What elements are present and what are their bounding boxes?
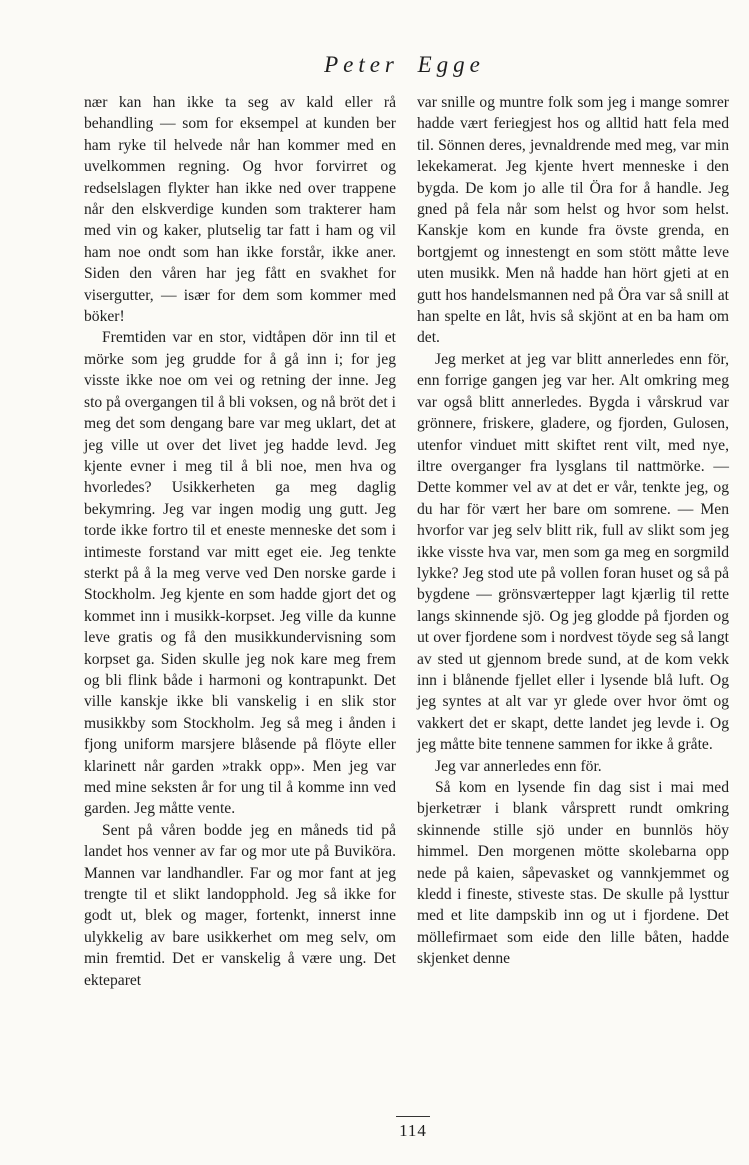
paragraph: Sent på våren bodde jeg en måneds tid på landet hos venner av far og mor ute på Buviköra. Mannen var landhandler. Far og mor fant at jeg trengte til et slikt landopphold. Jeg så ikke for godt ut, blek og mager, fortenkt, innerst inne ulykkelig av bare usikkerhet om meg selv, om min fremtid. Det er vanskelig å være ung. Det ekteparet bbox=[84, 821, 396, 989]
paragraph: Jeg var annerledes enn för. bbox=[435, 757, 602, 775]
running-header bbox=[0, 52, 749, 78]
left-column bbox=[84, 92, 396, 991]
paragraph: Fremtiden var en stor, vidtåpen dör inn til et mörke som jeg grudde for å gå inn i; for jeg visste ikke noe om vei og retning der inne. Jeg sto på overgangen til å bli voksen, og nå bröt det i meg det som dengang bare var meg uklart, det at jeg ville ut over det livet jeg hadde levd. Jeg kjente evner i meg til å bli noe, men hva og hvorledes? Usikkerheten ga meg daglig bekymring. Jeg var ingen modig ung gutt. Jeg torde ikke fortro til et eneste menneske det som i intimeste forstand var mitt eget eie. Jeg tenkte sterkt på å la meg verve ved Den norske garde i Stockholm. Jeg kjente en som hadde gjort det og kommet inn i musikk-korpset. Jeg ville da kunne leve gratis og få den musikkundervisning som korpset ga. Siden skulle jeg nok kare meg frem og bli flink både i harmoni og kontrapunkt. Det ville kanskje ikke bli vanskelig i en slik stor musikkby som Stockholm. Jeg så meg i ånden i fjong uniform marsjere blåsende på flöyte eller klarinett når garden »trakk opp». Men jeg var med mine seksten år for ung til å komme inn ved garden. Jeg måtte vente. bbox=[84, 329, 396, 818]
footer-rule bbox=[396, 1116, 430, 1117]
right-column bbox=[417, 92, 729, 970]
page-number: 114 bbox=[399, 1121, 427, 1140]
paragraph: nær kan han ikke ta seg av kald eller rå behandling — som for eksempel at kunden ber ham ryke til helvede når han kommer med en uvelkommen regning. Og hvor forvirret og redselslagen flykter han ikke ned over trappene når den elskverdige kunden som trakterer ham med vin og kaker, plutselig tar fatt i ham og vil ham noe ondt som han ikke forstår, ikke aner. Siden den våren har jeg fått en svakhet for visergutter, — især for dem som kommer med böker! bbox=[84, 94, 396, 326]
paragraph: Så kom en lysende fin dag sist i mai med bjerketrær i blank vårsprett rundt omkring skinnende stille sjö under en bunnlös höy himmel. Den morgenen mötte skolebarna opp nede på kaien, såpevasket og vannkjemmet og kledd i fineste, stiveste stas. De skulle på lysttur med et lite dampskib inn og ut i fjordene. Det möllefirmaet som eide den lille båten, hadde skjenket denne bbox=[417, 779, 729, 968]
paragraph: var snille og muntre folk som jeg i mange somrer hadde vært feriegjest hos og alltid hatt fela med til. Sönnen deres, jevnaldrende med meg, var min lekekamerat. Jeg kjente hvert menneske i den bygda. De kom jo alle til Öra for å handle. Jeg gned på fela når som helst og hvor som helst. Kanskje kom en kunde fra övste grenda, en bortgjemt og innestengt en som stött måtte leve uten musikk. Men nå hadde han hört gjeti at en gutt hos handelsmannen ned på Öra var så snill at han spelte en låt, hvis så skjönt at en ba ham om det. bbox=[417, 94, 729, 347]
author-name: Peter Egge bbox=[324, 52, 485, 77]
paragraph: Jeg merket at jeg var blitt annerledes enn för, enn forrige gangen jeg var her. Alt omkring meg var også blitt annerledes. Bygda i vårskrud var grönnere, friskere, gladere, og fjorden, Gulosen, utenfor vinduet mitt skiftet rent vilt, med nye, iltre overganger fra lysglans til nattmörke. — Dette kommer vel av at det er vår, tenkte jeg, og du har för vært her bare om somrene. — Men hvorfor var jeg selv blitt rik, full av slikt som jeg ikke visste hva var, men som ga meg en sorgmild lykke? Jeg stod ute på vollen foran huset og så på bygdene — grönsværtepper lagt kjærlig til rette langs skinnende sjö. Og jeg glodde på fjorden og ut over fjordene som i nordvest töyde seg så langt av sted ut gjennom brede sund, at de kom vekk inn i blånende fjellet eller i lysende blå luft. Og jeg syntes at alt var yr glede over hvor ömt og vakkert det er skapt, dette landet jeg levde i. Og jeg måtte bite tennene sammen for ikke å gråte. bbox=[417, 350, 729, 754]
